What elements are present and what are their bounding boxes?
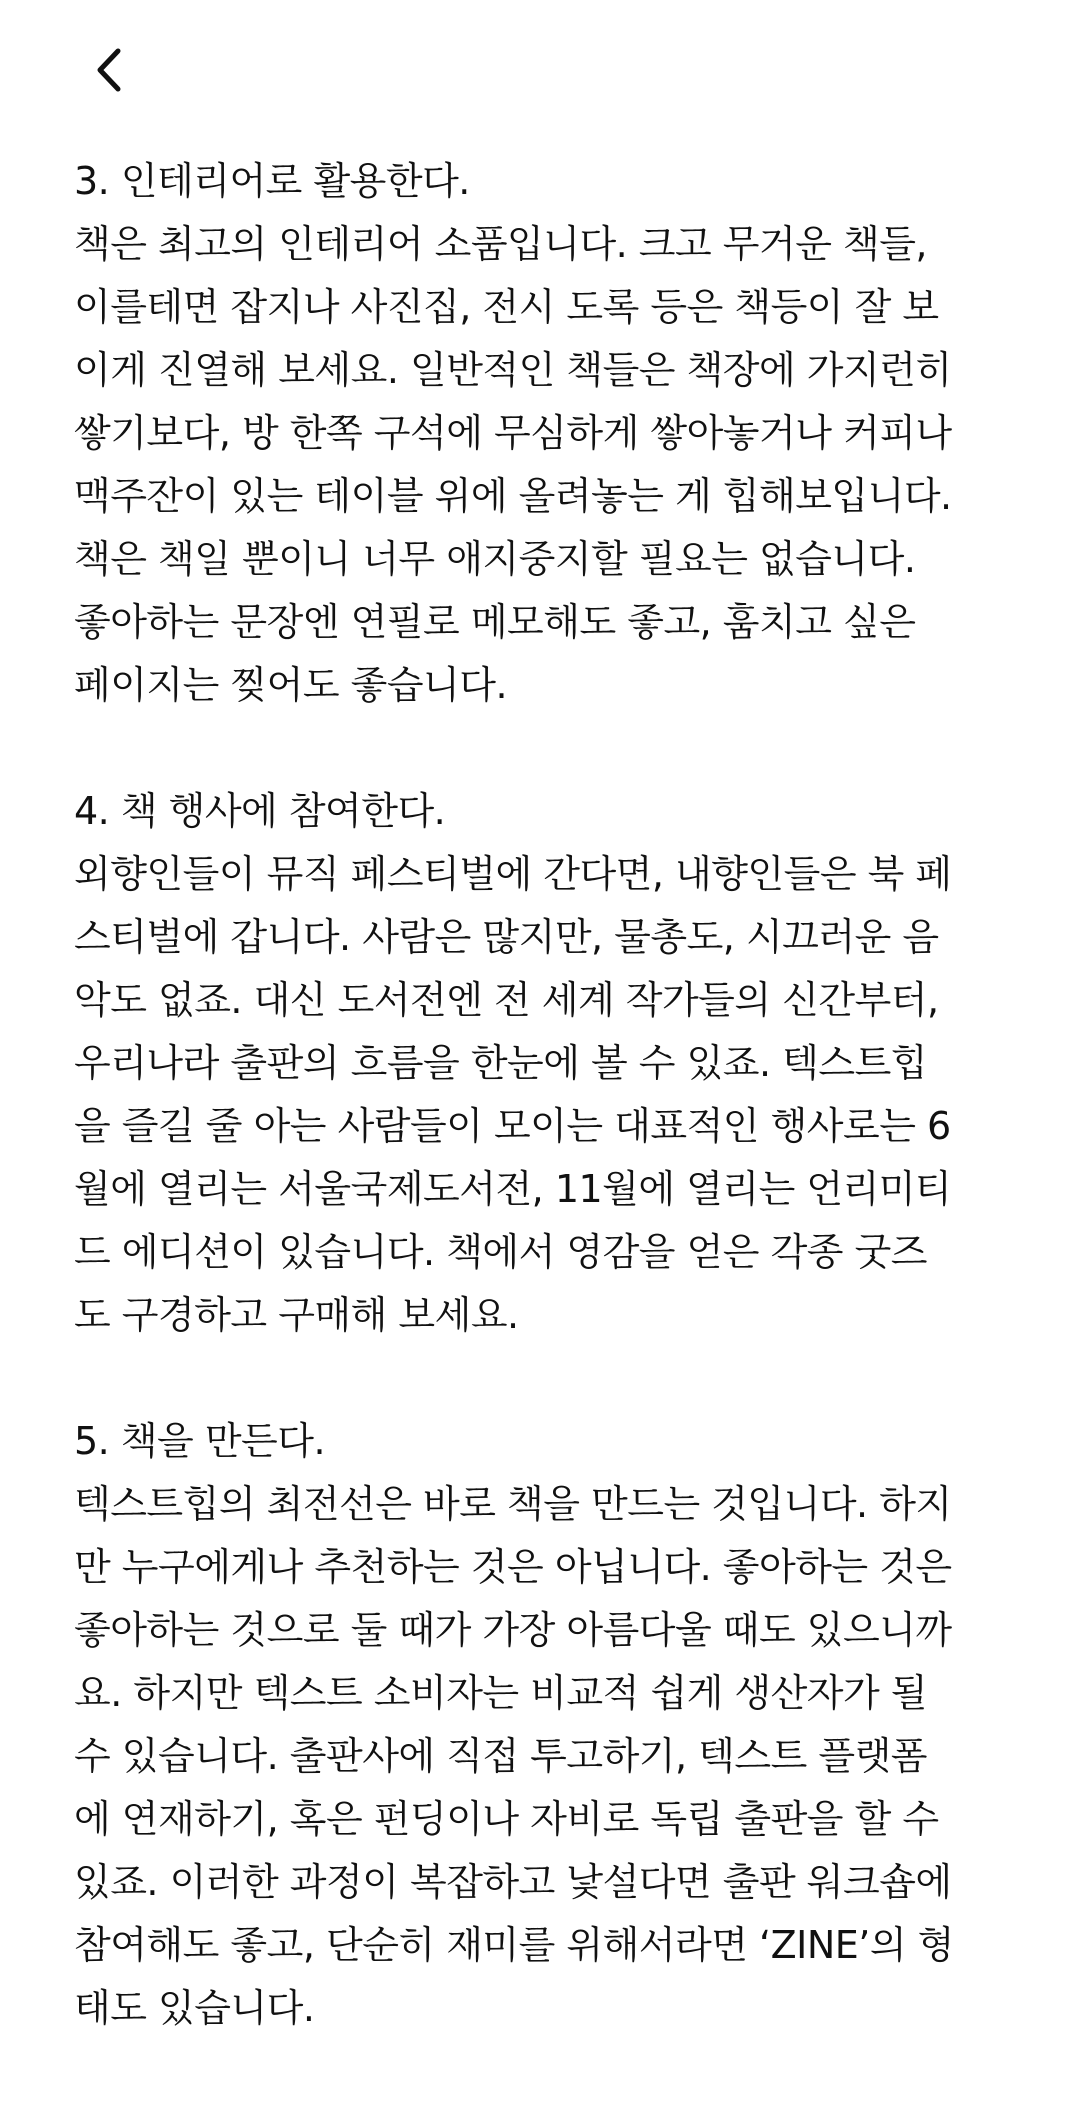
paragraph-line: 텍스트힙의 최전선은 바로 책을 만드는 것입니다. 하지 — [74, 1482, 952, 1526]
section-interior — [74, 150, 1008, 717]
section-heading: 3. 인테리어로 활용한다. — [74, 159, 470, 203]
paragraph-line: 요. 하지만 텍스트 소비자는 비교적 쉽게 생산자가 될 — [74, 1671, 928, 1715]
section-book-events — [74, 780, 1008, 1347]
paragraph-line: 태도 있습니다. — [74, 1986, 315, 2030]
paragraph-line: 수 있습니다. 출판사에 직접 투고하기, 텍스트 플랫폼 — [74, 1734, 928, 1778]
section-heading: 5. 책을 만든다. — [74, 1419, 326, 1463]
section-make-books — [74, 1410, 1008, 2040]
paragraph-line: 이게 진열해 보세요. 일반적인 책들은 책장에 가지런히 — [74, 348, 952, 392]
top-bar — [0, 0, 1080, 150]
paragraph-line: 참여해도 좋고, 단순히 재미를 위해서라면 ‘ZINE’의 형 — [74, 1923, 954, 1967]
paragraph-line: 만 누구에게나 추천하는 것은 아닙니다. 좋아하는 것은 — [74, 1545, 952, 1589]
back-button[interactable] — [80, 40, 140, 100]
paragraph-line: 이를테면 잡지나 사진집, 전시 도록 등은 책등이 잘 보 — [74, 285, 939, 329]
paragraph-line: 좋아하는 문장엔 연필로 메모해도 좋고, 훔치고 싶은 — [74, 600, 916, 644]
section-heading: 4. 책 행사에 참여한다. — [74, 789, 446, 833]
paragraph-line: 페이지는 찢어도 좋습니다. — [74, 663, 508, 707]
paragraph-line: 드 에디션이 있습니다. 책에서 영감을 얻은 각종 굿즈 — [74, 1230, 928, 1274]
paragraph-line: 에 연재하기, 혹은 펀딩이나 자비로 독립 출판을 할 수 — [74, 1797, 939, 1841]
article-body — [0, 150, 1080, 2040]
paragraph-line: 책은 책일 뿐이니 너무 애지중지할 필요는 없습니다. — [74, 537, 916, 581]
paragraph-line: 우리나라 출판의 흐름을 한눈에 볼 수 있죠. 텍스트힙 — [74, 1041, 928, 1085]
paragraph-line: 있죠. 이러한 과정이 복잡하고 낯설다면 출판 워크숍에 — [74, 1860, 952, 1904]
paragraph-line: 쌓기보다, 방 한쪽 구석에 무심하게 쌓아놓거나 커피나 — [74, 411, 952, 455]
section-spacer — [74, 717, 1008, 780]
paragraph-line: 악도 없죠. 대신 도서전엔 전 세계 작가들의 신간부터, — [74, 978, 939, 1022]
paragraph-line: 외향인들이 뮤직 페스티벌에 간다면, 내향인들은 북 페 — [74, 852, 952, 896]
chevron-left-icon — [90, 45, 130, 95]
paragraph-line: 좋아하는 것으로 둘 때가 가장 아름다울 때도 있으니까 — [74, 1608, 952, 1652]
paragraph-line: 책은 최고의 인테리어 소품입니다. 크고 무거운 책들, — [74, 222, 928, 266]
section-spacer — [74, 1347, 1008, 1410]
paragraph-line: 을 즐길 줄 아는 사람들이 모이는 대표적인 행사로는 6 — [74, 1104, 951, 1148]
paragraph-line: 스티벌에 갑니다. 사람은 많지만, 물총도, 시끄러운 음 — [74, 915, 939, 959]
paragraph-line: 도 구경하고 구매해 보세요. — [74, 1293, 519, 1337]
paragraph-line: 맥주잔이 있는 테이블 위에 올려놓는 게 힙해보입니다. — [74, 474, 952, 518]
paragraph-line: 월에 열리는 서울국제도서전, 11월에 열리는 언리미티 — [74, 1167, 952, 1211]
